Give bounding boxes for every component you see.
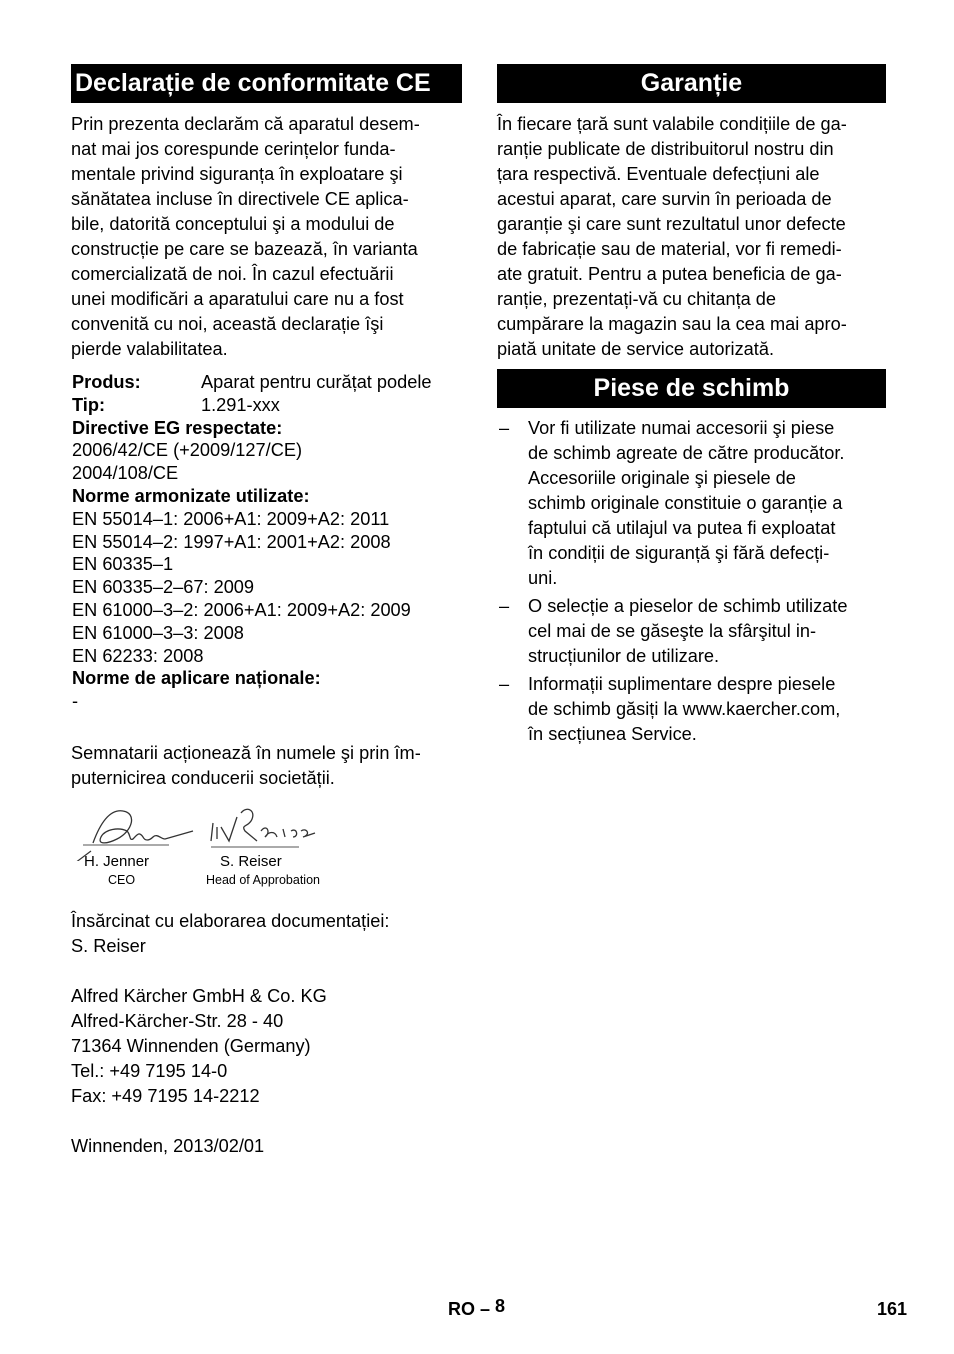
type-value: 1.291-xxx	[201, 394, 280, 415]
national-norms-heading: Norme de aplicare naționale:	[72, 668, 321, 689]
text-line: strucțiunilor de utilizare.	[528, 646, 720, 666]
date-line: Winnenden, 2013/02/01	[71, 1135, 265, 1156]
handwritten-signatures	[71, 801, 371, 861]
signer-1-name: H. Jenner	[84, 852, 150, 870]
text-line: ranție, prezentați-vă cu chitanța de	[497, 289, 777, 309]
directive-item: 2004/108/CE	[72, 463, 179, 484]
text-line: ranție publicate de distribuitorul nostru din	[497, 139, 834, 159]
text-line: bile, datorită conceptului şi a modului de	[71, 214, 395, 234]
bullet-dash: –	[499, 596, 510, 616]
warranty-heading: Garanție	[497, 64, 886, 103]
directive-item: 2006/42/CE (+2009/127/CE)	[72, 440, 303, 461]
company-address	[71, 984, 462, 1109]
footer-section-page: 8	[495, 1296, 506, 1316]
warranty-paragraph	[497, 112, 886, 362]
text-line: S. Reiser	[71, 935, 146, 956]
product-value: Aparat pentru curățat podele	[201, 372, 432, 392]
text-line: piată unitate de service autorizată.	[497, 339, 775, 359]
product-specification	[71, 371, 462, 713]
ce-intro-paragraph	[71, 112, 462, 362]
text-line: în secțiunea Service.	[528, 724, 697, 744]
norm-item: EN 61000–3–2: 2006+A1: 2009+A2: 2009	[72, 599, 411, 620]
signer-2-role: Head of Approbation	[206, 872, 320, 887]
text-line: Informații suplimentare despre piesele	[528, 674, 836, 694]
type-row	[72, 394, 462, 417]
text-line: pierde valabilitatea.	[71, 339, 228, 359]
text-line: Prin prezenta declarăm că aparatul desem-	[71, 114, 420, 134]
text-line: de schimb agreate de către producător.	[528, 443, 845, 463]
text-line: comercializată de noi. În cazul efectuării	[71, 264, 394, 284]
text-line: În fiecare țară sunt valabile condițiile de ga-	[497, 114, 847, 134]
spare-parts-list	[497, 416, 886, 747]
norm-item: EN 60335–1	[72, 554, 174, 575]
type-label: Tip:	[72, 394, 106, 415]
text-line: uni.	[528, 568, 558, 588]
national-norms-value: -	[72, 691, 79, 712]
list-item	[497, 416, 886, 591]
signer-2-name: S. Reiser	[220, 852, 282, 870]
left-column	[71, 64, 462, 1159]
text-line: nat mai jos corespunde cerințelor funda-	[71, 139, 396, 159]
documentation-responsible	[71, 909, 462, 959]
page-number: 161	[877, 1299, 908, 1319]
spare-parts-heading: Piese de schimb	[497, 369, 886, 408]
text-line: în condiții de siguranță şi fără defecți-	[528, 543, 830, 563]
address-line: Alfred Kärcher GmbH & Co. KG	[71, 985, 327, 1006]
text-line: țara respectivă. Eventuale defecțiuni ale	[497, 164, 820, 184]
text-line: Semnatarii acționează în numele şi prin îm-	[71, 742, 421, 763]
text-line: mentale privind siguranța în exploatare şi	[71, 164, 403, 184]
text-line: de fabricație sau de material, vor fi remedi-	[497, 239, 842, 259]
text-line: convenită cu noi, această declarație îşi	[71, 314, 384, 334]
norm-item: EN 55014–2: 1997+A1: 2001+A2: 2008	[72, 531, 391, 552]
text-line: acestui aparat, care survin în perioada de	[497, 189, 832, 209]
bullet-dash: –	[499, 674, 510, 694]
product-row	[72, 371, 462, 394]
directives-heading: Directive EG respectate:	[72, 417, 283, 438]
address-line: Fax: +49 7195 14-2212	[71, 1085, 260, 1106]
norm-item: EN 55014–1: 2006+A1: 2009+A2: 2011	[72, 508, 390, 529]
right-column	[497, 64, 886, 747]
bullet-dash: –	[499, 418, 510, 438]
text-line: de schimb găsiți la www.kaercher.com,	[528, 699, 841, 719]
footer-section-label	[448, 1298, 505, 1320]
signer-1-role: CEO	[107, 872, 136, 887]
text-line: Însărcinat cu elaborarea documentației:	[71, 910, 390, 931]
text-line: garanție şi care sunt rezultatul unor defecte	[497, 214, 846, 234]
list-item	[497, 594, 886, 669]
place-date	[71, 1134, 462, 1159]
text-line: puternicirea conducerii societății.	[71, 767, 335, 788]
norms-heading: Norme armonizate utilizate:	[72, 485, 310, 506]
list-item	[497, 672, 886, 747]
text-line: unei modificări a aparatului care nu a fost	[71, 289, 404, 309]
text-line: Accesoriile originale şi piesele de	[528, 468, 796, 488]
signatories-paragraph	[71, 741, 462, 791]
norm-item: EN 60335–2–67: 2009	[72, 577, 255, 598]
ce-declaration-heading: Declarație de conformitate CE	[71, 64, 462, 103]
signatures-area	[71, 801, 462, 891]
address-line: Tel.: +49 7195 14-0	[71, 1060, 228, 1081]
product-label: Produs:	[72, 372, 141, 392]
text-line: O selecție a pieselor de schimb utilizate	[528, 596, 848, 616]
address-line: 71364 Winnenden (Germany)	[71, 1035, 311, 1056]
text-line: construcție pe care se bazează, în varianta	[71, 239, 418, 259]
address-line: Alfred-Kärcher-Str. 28 - 40	[71, 1010, 284, 1031]
text-line: sănătatea incluse în directivele CE aplica-	[71, 189, 409, 209]
norm-item: EN 61000–3–3: 2008	[72, 622, 244, 643]
text-line: cumpărare la magazin sau la cea mai apro-	[497, 314, 847, 334]
text-line: faptului că utilajul va putea fi exploatat	[528, 518, 836, 538]
footer-language: RO –	[448, 1299, 491, 1319]
text-line: ate gratuit. Pentru a putea beneficia de ga-	[497, 264, 842, 284]
text-line: cel mai de se găseşte la sfârşitul in-	[528, 621, 817, 641]
norm-item: EN 62233: 2008	[72, 645, 204, 666]
text-line: schimb originale constituie o garanție a	[528, 493, 843, 513]
text-line: Vor fi utilizate numai accesorii şi piese	[528, 418, 835, 438]
